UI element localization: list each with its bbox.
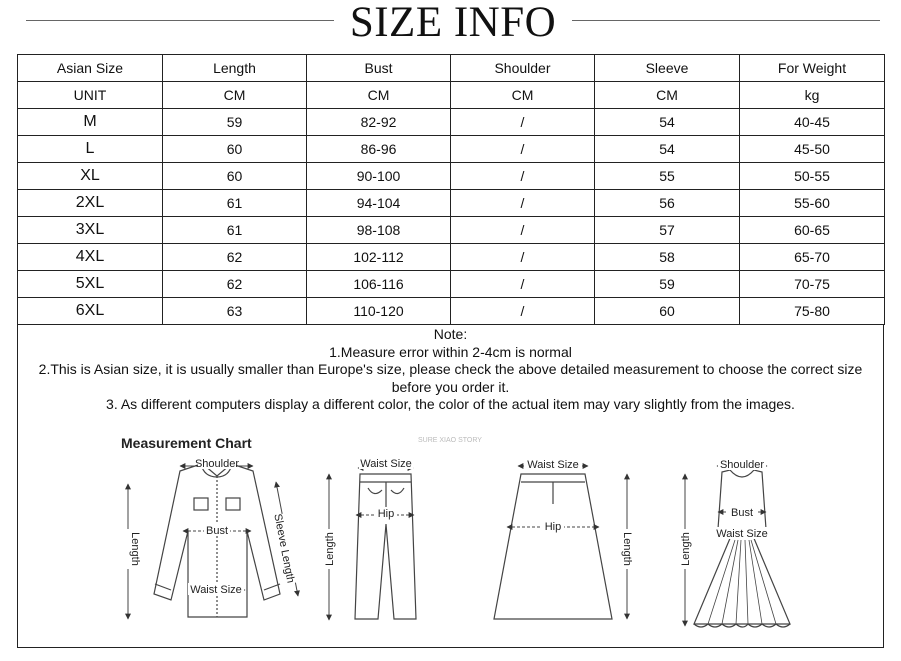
table-row <box>18 244 885 271</box>
title-divider-left <box>26 20 334 21</box>
table-cell: 60 <box>163 136 307 163</box>
pants-waist-label: Waist Size <box>360 458 412 470</box>
table-cell: 60-65 <box>740 217 885 244</box>
table-cell: 54 <box>595 109 740 136</box>
table-cell: 60 <box>163 163 307 190</box>
table-row <box>18 217 885 244</box>
table-cell: / <box>451 136 595 163</box>
table-cell: 62 <box>163 244 307 271</box>
table-cell: 61 <box>163 217 307 244</box>
skirt-diagram <box>494 474 612 619</box>
table-cell: kg <box>740 82 885 109</box>
dress-length-label: Length <box>680 532 692 566</box>
table-row <box>18 136 885 163</box>
skirt-length-label: Length <box>621 532 633 566</box>
table-cell: 90-100 <box>307 163 451 190</box>
table-cell: / <box>451 217 595 244</box>
table-row <box>18 298 885 325</box>
table-cell: Length <box>163 55 307 82</box>
page-title: SIZE INFO <box>349 0 557 46</box>
table-cell: 57 <box>595 217 740 244</box>
table-cell: / <box>451 109 595 136</box>
table-row <box>18 190 885 217</box>
dress-bust-label: Bust <box>730 507 754 519</box>
table-cell: CM <box>595 82 740 109</box>
table-cell: / <box>451 163 595 190</box>
table-cell: 75-80 <box>740 298 885 325</box>
table-cell: 60 <box>595 298 740 325</box>
table-cell: CM <box>163 82 307 109</box>
shirt-sleeve-label: Sleeve Length <box>271 512 297 585</box>
note-line-2: 2.This is Asian size, it is usually smaller than Europe's size, please check the above detailed measurement to choose the correct size before you order it. <box>38 361 863 395</box>
table-row <box>18 271 885 298</box>
table-cell: 102-112 <box>307 244 451 271</box>
dress-diagram <box>694 470 790 627</box>
notes-panel <box>17 324 884 648</box>
table-row <box>18 109 885 136</box>
table-cell: / <box>451 298 595 325</box>
size-cell: XL <box>18 163 163 190</box>
table-cell: 55-60 <box>740 190 885 217</box>
measurement-chart <box>18 324 885 648</box>
shirt-waist-label: Waist Size <box>190 584 242 596</box>
skirt-hip-label: Hip <box>544 521 562 533</box>
size-cell: 3XL <box>18 217 163 244</box>
size-table <box>17 54 885 325</box>
table-cell: 70-75 <box>740 271 885 298</box>
table-unit-row <box>18 82 885 109</box>
size-cell: 6XL <box>18 298 163 325</box>
size-cell: UNIT <box>18 82 163 109</box>
shirt-bust-label: Bust <box>205 525 229 537</box>
note-line-1: 1.Measure error within 2-4cm is normal <box>329 343 572 360</box>
table-cell: 54 <box>595 136 740 163</box>
size-cell: Asian Size <box>18 55 163 82</box>
table-cell: 45-50 <box>740 136 885 163</box>
table-cell: Shoulder <box>451 55 595 82</box>
size-cell: M <box>18 109 163 136</box>
size-cell: 4XL <box>18 244 163 271</box>
size-table-body <box>18 55 885 325</box>
watermark: SURE XIAO STORY <box>418 437 482 444</box>
note-line-3: 3. As different computers display a different color, the color of the actual item may vary slightly from the images. <box>106 396 795 412</box>
table-cell: 40-45 <box>740 109 885 136</box>
table-cell: CM <box>451 82 595 109</box>
size-cell: L <box>18 136 163 163</box>
table-cell: 106-116 <box>307 271 451 298</box>
table-cell: 58 <box>595 244 740 271</box>
table-cell: For Weight <box>740 55 885 82</box>
table-cell: / <box>451 271 595 298</box>
table-row <box>18 163 885 190</box>
table-cell: 59 <box>163 109 307 136</box>
shirt-length-label: Length <box>129 532 141 566</box>
table-cell: 82-92 <box>307 109 451 136</box>
pants-diagram <box>355 474 416 619</box>
table-cell: 56 <box>595 190 740 217</box>
table-cell: 65-70 <box>740 244 885 271</box>
table-cell: 63 <box>163 298 307 325</box>
table-cell: 50-55 <box>740 163 885 190</box>
size-cell: 5XL <box>18 271 163 298</box>
shirt-shoulder-label: Shoulder <box>194 458 240 470</box>
table-cell: 86-96 <box>307 136 451 163</box>
table-cell: CM <box>307 82 451 109</box>
table-cell: 61 <box>163 190 307 217</box>
table-cell: / <box>451 244 595 271</box>
table-header-row <box>18 55 885 82</box>
note-heading: Note: <box>433 326 468 342</box>
table-cell: Sleeve <box>595 55 740 82</box>
table-cell: 62 <box>163 271 307 298</box>
pants-length-label: Length <box>324 532 336 566</box>
table-cell: 55 <box>595 163 740 190</box>
table-cell: / <box>451 190 595 217</box>
size-cell: 2XL <box>18 190 163 217</box>
pants-hip-label: Hip <box>377 508 395 520</box>
chart-heading: Measurement Chart <box>121 435 252 451</box>
title-row <box>0 0 901 48</box>
title-divider-right <box>572 20 880 21</box>
table-cell: Bust <box>307 55 451 82</box>
table-cell: 59 <box>595 271 740 298</box>
table-cell: 98-108 <box>307 217 451 244</box>
table-cell: 94-104 <box>307 190 451 217</box>
dress-waist-label: Waist Size <box>716 528 768 540</box>
table-cell: 110-120 <box>307 298 451 325</box>
dress-shoulder-label: Shoulder <box>719 459 765 471</box>
skirt-waist-label: Waist Size <box>527 459 579 471</box>
